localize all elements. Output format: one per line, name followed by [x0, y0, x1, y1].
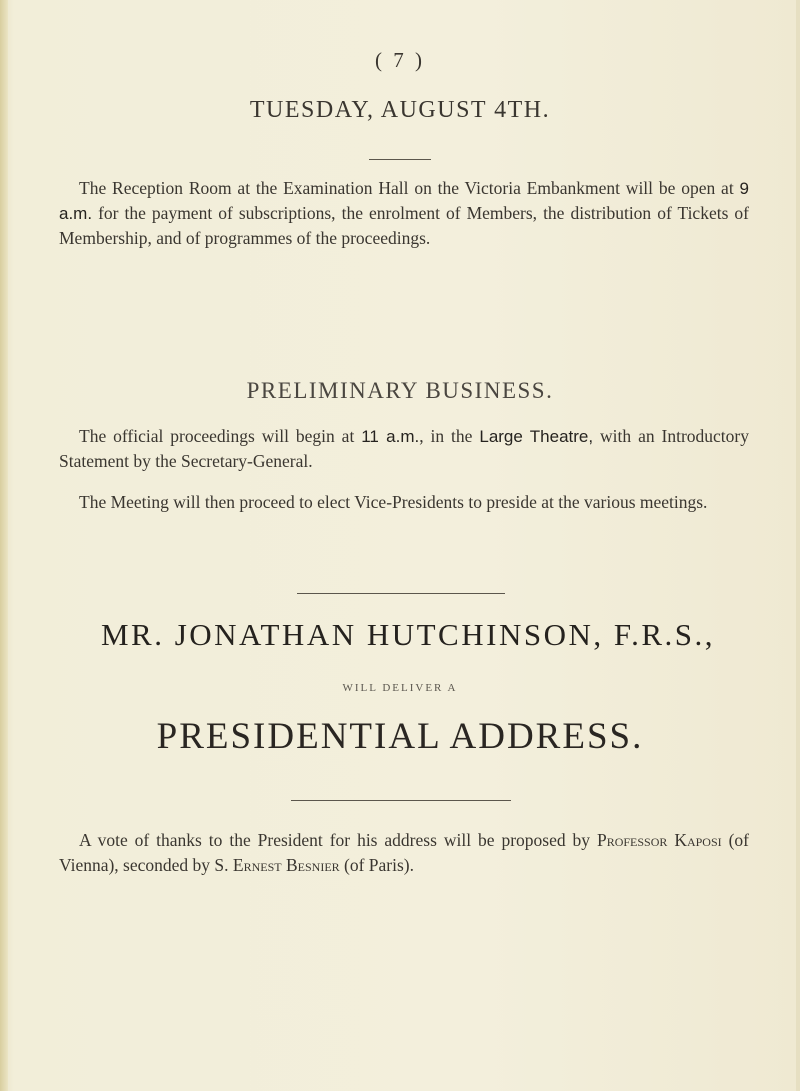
presidential-address-title: PRESIDENTIAL ADDRESS. [156, 716, 644, 757]
vote-paragraph [59, 828, 749, 878]
official-text-before: The official proceedings will begin at [79, 426, 362, 446]
will-deliver-line: WILL DELIVER A [342, 682, 458, 694]
reception-text-before: The Reception Room at the Examination Hall on the Victoria Embankment will be open at [79, 178, 740, 198]
official-time: 11 a.m. [361, 427, 420, 446]
official-text-middle: , in the [419, 426, 480, 446]
reception-time: 9 a.m. [59, 179, 749, 223]
official-venue: Large Theatre, [479, 427, 594, 446]
reception-text-after: for the payment of subscriptions, the enrolment of Members, the distribution of Tickets of Membership, and of programmes of the proceedings. [59, 203, 749, 248]
vote-text-b: (of Vienna), seconded by S. [59, 830, 749, 875]
vote-proposer: Professor Kaposi [596, 830, 722, 850]
rule-before-speaker [297, 593, 505, 594]
official-paragraph [59, 424, 749, 474]
vote-seconder: Ernest Besnier [232, 855, 340, 875]
page-number: ( 7 ) [375, 48, 425, 72]
speaker-name: MR. JONATHAN HUTCHINSON, F.R.S., [100, 617, 716, 652]
vote-text-c: (of Paris). [339, 855, 415, 875]
page-right-edge [796, 0, 800, 1091]
section-heading-preliminary: PRELIMINARY BUSINESS. [246, 378, 554, 403]
reception-paragraph [59, 176, 749, 251]
rule-after-address [291, 800, 511, 801]
official-text-after: with an Introductory Statement by the Secretary-General. [59, 426, 749, 471]
meeting-paragraph [59, 490, 749, 515]
vote-text-a: A vote of thanks to the President for his address will be proposed by [79, 830, 597, 850]
meeting-text: The Meeting will then proceed to elect Vice-Presidents to preside at the various meetings. [79, 492, 708, 512]
rule-under-date [369, 159, 431, 160]
page-binding-edge [0, 0, 8, 1091]
date-heading: TUESDAY, AUGUST 4TH. [249, 97, 551, 123]
